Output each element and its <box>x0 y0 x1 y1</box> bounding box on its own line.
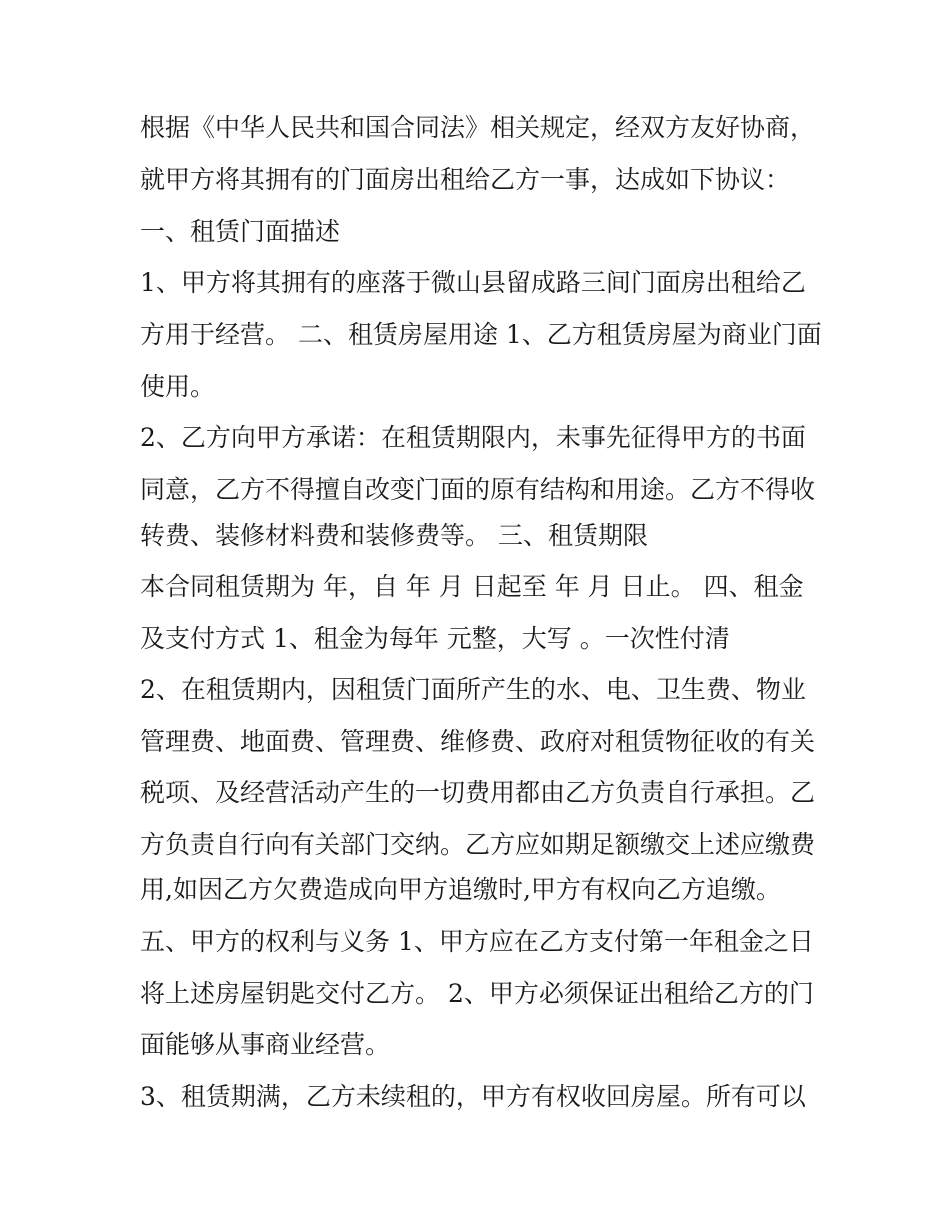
text-line: 使用。 <box>140 372 216 401</box>
text-line: 方负责自行向有关部门交纳。乙方应如期足额缴交上述应缴费 <box>140 830 816 859</box>
section-heading: 一、租赁门面描述 <box>140 217 341 246</box>
text-line: 用,如因乙方欠费造成向甲方追缴时,甲方有权向乙方追缴。 <box>140 875 781 904</box>
text-line: 1、甲方将其拥有的座落于微山县留成路三间门面房出租给乙 <box>140 268 806 297</box>
text-line: 2、在租赁期内，因租赁门面所产生的水、电、卫生费、物业 <box>140 675 806 704</box>
text-line: 方用于经营。 二、租赁房屋用途 1、乙方租赁房屋为商业门面 <box>140 320 822 349</box>
text-line: 管理费、地面费、管理费、维修费、政府对租赁物征收的有关 <box>140 727 816 756</box>
text-line: 同意，乙方不得擅自改变门面的原有结构和用途。乙方不得收 <box>140 475 816 504</box>
text-line: 面能够从事商业经营。 <box>140 1030 391 1059</box>
text-line: 转费、装修材料费和装修费等。 三、租赁期限 <box>140 521 648 550</box>
text-line: 就甲方将其拥有的门面房出租给乙方一事，达成如下协议： <box>140 165 791 194</box>
text-line: 2、乙方向甲方承诺：在租赁期限内，未事先征得甲方的书面 <box>140 423 806 452</box>
text-line: 五、甲方的权利与义务 1、甲方应在乙方支付第一年租金之日 <box>140 927 814 956</box>
text-line: 将上述房屋钥匙交付乙方。 2、甲方必须保证出租给乙方的门 <box>140 979 814 1008</box>
text-line: 3、租赁期满，乙方未续租的，甲方有权收回房屋。所有可以 <box>140 1082 806 1111</box>
text-line: 本合同租赁期为 年，自 年 月 日起至 年 月 日止。 四、租金 <box>140 572 804 601</box>
text-line: 税项、及经营活动产生的一切费用都由乙方负责自行承担。乙 <box>140 778 816 807</box>
text-line: 及支付方式 1、租金为每年 元整，大写 。一次性付清 <box>140 624 730 653</box>
text-line: 根据《中华人民共和国合同法》相关规定，经双方友好协商， <box>140 113 816 142</box>
